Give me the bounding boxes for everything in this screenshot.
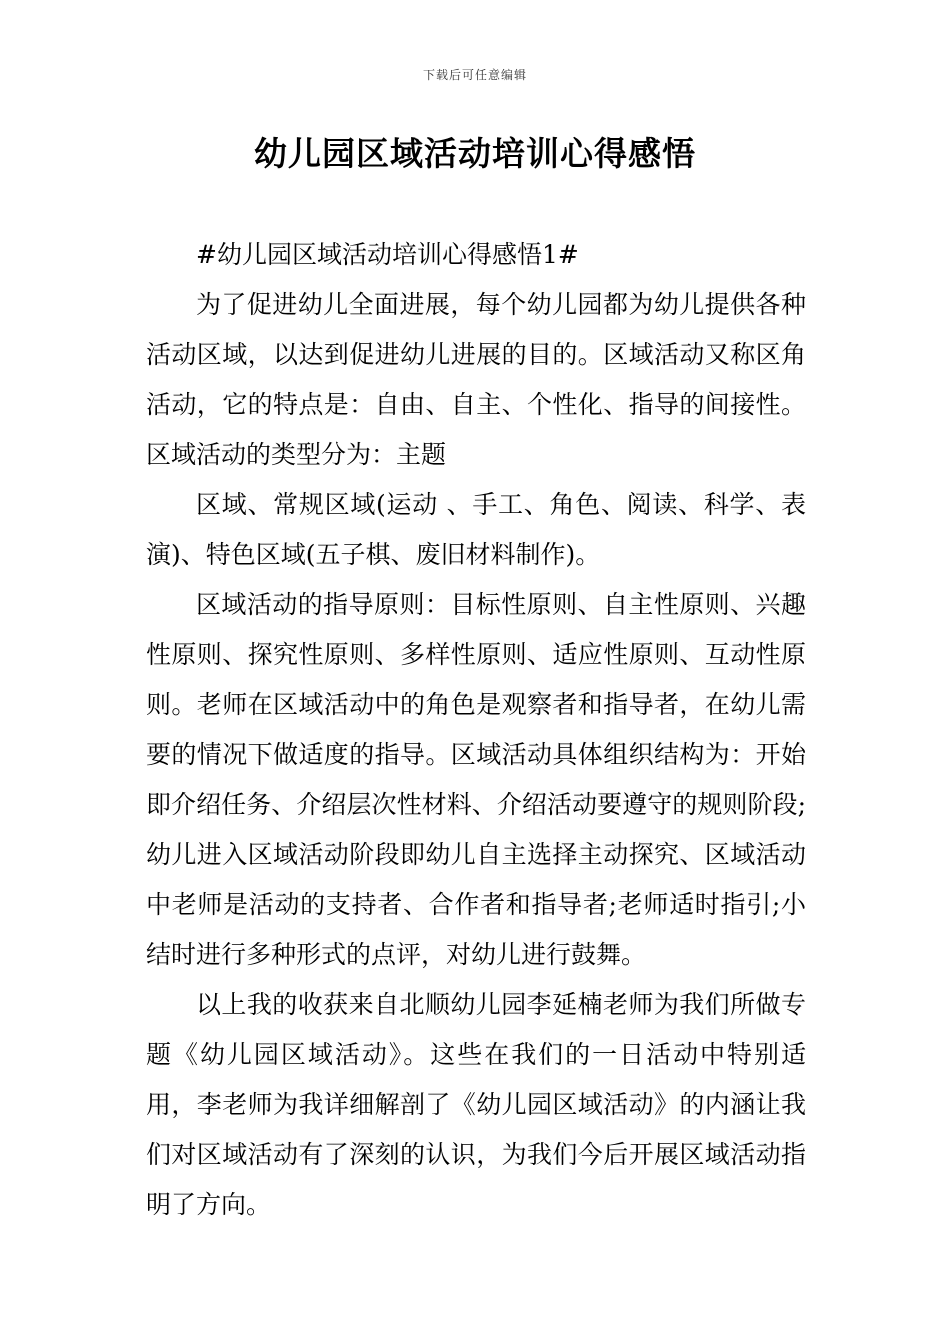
body-paragraph: 为了促进幼儿全面进展，每个幼儿园都为幼儿提供各种活动区域，以达到促进幼儿进展的目的。区域活动又称区角活动，它的特点是：自由、自主、个性化、指导的间接性。区域活动的类型分为：主题: [146, 290, 806, 469]
document-body: [146, 230, 806, 1230]
header-note: 下载后可任意编辑: [422, 68, 527, 82]
document-title: 幼儿园区域活动培训心得感悟: [254, 134, 696, 173]
section-heading: #幼儿园区域活动培训心得感悟1#: [196, 240, 579, 269]
body-paragraph: 以上我的收获来自北顺幼儿园李延楠老师为我们所做专题《幼儿园区域活动》。这些在我们的一日活动中特别适用，李老师为我详细解剖了《幼儿园区域活动》的内涵让我们对区域活动有了深刻的认识，为我们今后开展区域活动指明了方向。: [146, 990, 806, 1219]
body-paragraph: 区域活动的指导原则：目标性原则、自主性原则、兴趣性原则、探究性原则、多样性原则、适应性原则、互动性原则。老师在区域活动中的角色是观察者和指导者，在幼儿需要的情况下做适度的指导。区域活动具体组织结构为：开始即介绍任务、介绍层次性材料、介绍活动要遵守的规则阶段;幼儿进入区域活动阶段即幼儿自主选择主动探究、区域活动中老师是活动的支持者、合作者和指导者;老师适时指引;小结时进行多种形式的点评，对幼儿进行鼓舞。: [146, 590, 806, 969]
body-paragraph: 区域、常规区域(运动 、手工、角色、阅读、科学、表演)、特色区域(五子棋、废旧材料制作)。: [146, 490, 806, 569]
